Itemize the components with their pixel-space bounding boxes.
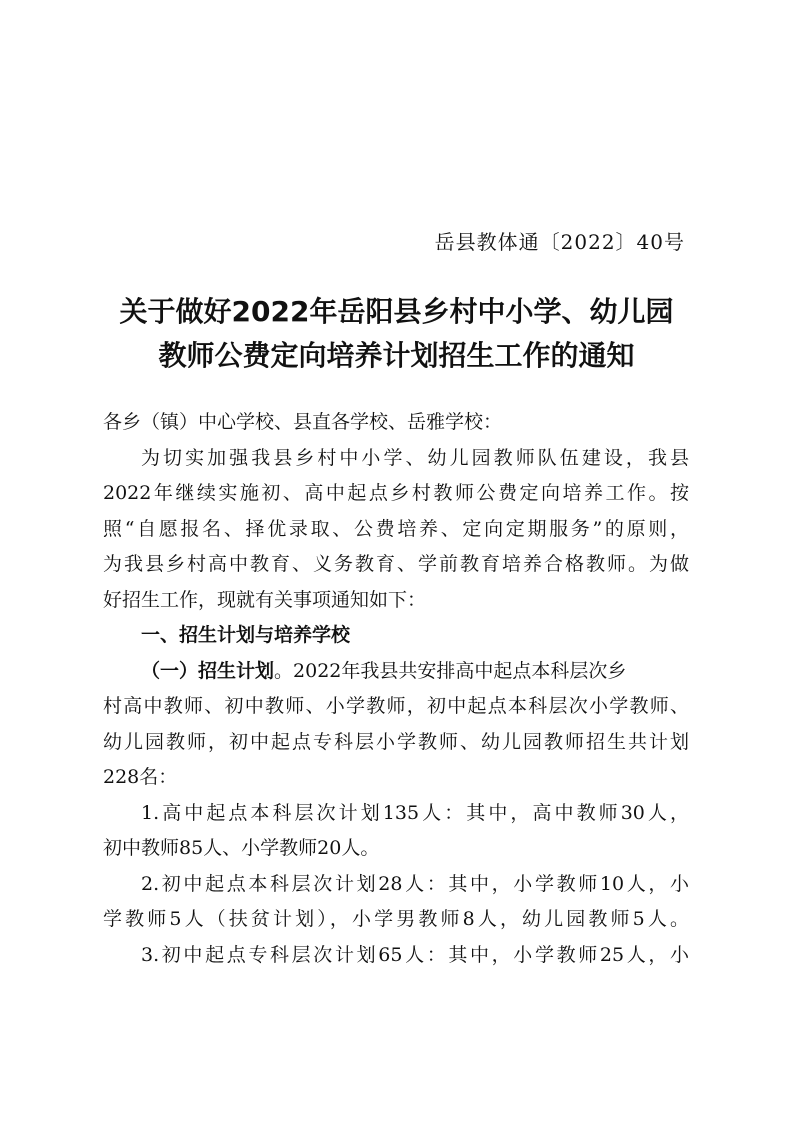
- document-title: [100, 290, 693, 378]
- intro-line-1: 为切实加强我县乡村中小学、幼儿园教师队伍建设，我县: [141, 446, 689, 469]
- item-3-line-1: 3.初中起点专科层次计划65人：其中，小学教师25人，小: [141, 943, 689, 966]
- section-heading: 一、招生计划与培养学校: [141, 624, 351, 646]
- subsection-line-2: 村高中教师、初中教师、小学教师，初中起点本科层次小学教师、: [103, 695, 689, 717]
- item-2-line-2: 学教师5人（扶贫计划），小学男教师8人，幼儿园教师5人。: [103, 908, 689, 930]
- document-body: [103, 405, 689, 973]
- salutation: 各乡（镇）中心学校、县直各学校、岳雅学校：: [103, 411, 503, 433]
- item-1-line-2: 初中教师85人、小学教师20人。: [103, 837, 380, 859]
- title-line-1: 关于做好2022年岳阳县乡村中小学、幼儿园: [119, 295, 674, 328]
- intro-line-4: 为我县乡村高中教育、义务教育、学前教育培养合格教师。为做: [103, 553, 689, 575]
- intro-line-5: 好招生工作，现就有关事项通知如下：: [103, 588, 427, 611]
- intro-line-3: 照“自愿报名、择优录取、公费培养、定向定期服务”的原则，: [103, 517, 689, 540]
- item-1-line-1: 1.高中起点本科层次计划135人：其中，高中教师30人，: [141, 801, 689, 824]
- item-2-line-1: 2.初中起点本科层次计划28人：其中，小学教师10人，小: [141, 872, 689, 895]
- title-line-2: 教师公费定向培养计划招生工作的通知: [158, 339, 635, 372]
- subsection-line-3: 幼儿园教师，初中起点专科层小学教师、幼儿园教师招生共计划: [103, 730, 689, 753]
- subsection-line-4: 228名：: [103, 766, 178, 788]
- document-number: 岳县教体通〔2022〕40号: [434, 230, 685, 254]
- subsection-first-line: [103, 654, 689, 690]
- subsection-first-line-text: 。2022年我县共安排高中起点本科层次乡: [274, 659, 627, 682]
- intro-line-2: 2022年继续实施初、高中起点乡村教师公费定向培养工作。按: [103, 482, 689, 504]
- subsection-label: （一）招生计划: [141, 659, 275, 682]
